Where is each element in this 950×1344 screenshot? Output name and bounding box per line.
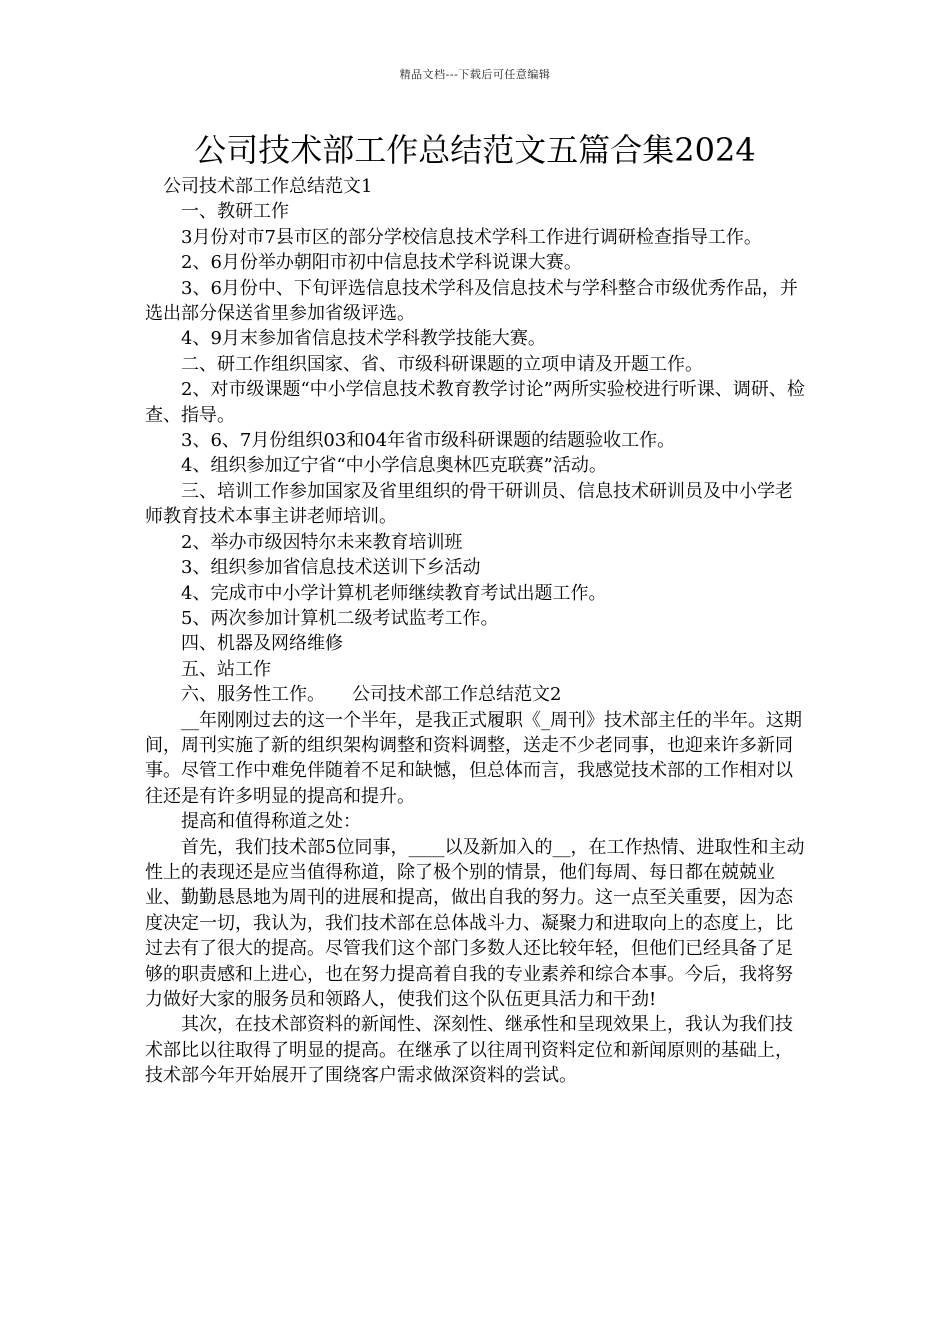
body-paragraph: 4、组织参加辽宁省“中小学信息奥林匹克联赛”活动。 — [181, 455, 607, 477]
body-paragraph: 公司技术部工作总结范文1 — [163, 176, 373, 197]
body-paragraph: 2、对市级课题“中小学信息技术教育教学讨论”两所实验校进行听课、调研、检查、指导。 — [145, 379, 805, 426]
body-paragraph: 3月份对市7县市区的部分学校信息技术学科工作进行调研检查指导工作。 — [181, 226, 762, 248]
body-paragraph: 4、完成市中小学计算机老师继续教育考试出题工作。 — [181, 582, 607, 604]
body-paragraph: 5、两次参加计算机二级考试监考工作。 — [181, 607, 499, 629]
body-paragraph: 3、组织参加省信息技术送训下乡活动 — [181, 557, 481, 579]
body-paragraph: 2、6月份举办朝阳市初中信息技术学科说课大赛。 — [181, 252, 582, 274]
body-paragraph: 三、培训工作参加国家及省里组织的骨干研训员、信息技术研训员及中小学老师教育技术本事主讲老师培训。 — [145, 480, 793, 528]
document-body — [145, 174, 807, 1089]
body-paragraph: 2、举办市级因特尔未来教育培训班 — [181, 531, 463, 553]
body-paragraph: 3、6、7月份组织03和04年省市级科研课题的结题验收工作。 — [181, 430, 676, 452]
body-paragraph: 4、9月末参加省信息技术学科教学技能大赛。 — [181, 328, 546, 350]
body-paragraph: 六、服务性工作。 公司技术部工作总结范文2 — [181, 684, 562, 706]
body-paragraph: __年刚刚过去的这一个半年，是我正式履职《_周刊》技术部主任的半年。这期间，周刊实施了新的组织架构调整和资料调整，送走不少老同事，也迎来许多新同事。尽管工作中难免伴随着不足和缺憾，但总体而言，我感觉技术部的工作相对以往还是有许多明显的提高和提升。 — [145, 709, 802, 807]
body-paragraph: 五、站工作 — [181, 658, 271, 680]
body-paragraph: 四、机器及网络维修 — [181, 633, 343, 655]
body-paragraph: 首先，我们技术部5位同事，____以及新加入的__，在工作热情、进取性和主动性上的表现还是应当值得称道，除了极个别的情景，他们每周、每日都在兢兢业业、勤勤恳恳地为周刊的进展和提高，做出自我的努力。这一点至关重要，因为态度决定一切，我认为，我们技术部在总体战斗力、凝聚力和进取向上的态度上，比过去有了很大的提高。尽管我们这个部门多数人还比较年轻，但他们已经具备了足够的职责感和上进心，也在努力提高着自我的专业素养和综合本事。今后，我将努力做好大家的服务员和领路人，使我们这个队伍更具活力和干劲! — [145, 836, 805, 1010]
body-paragraph: 二、研工作组织国家、省、市级科研课题的立项申请及开题工作。 — [181, 353, 703, 375]
body-paragraph: 3、6月份中、下旬评选信息技术学科及信息技术与学科整合市级优秀作品，并选出部分保送省里参加省级评选。 — [145, 277, 798, 325]
body-paragraph: 提高和值得称道之处： — [181, 811, 361, 833]
body-paragraph: 一、教研工作 — [181, 201, 289, 223]
header-note: 精品文档---下载后可任意编辑 — [399, 68, 551, 81]
body-paragraph: 其次，在技术部资料的新闻性、深刻性、继承性和呈现效果上，我认为我们技术部比以往取得了明显的提高。在继承了以往周刊资料定位和新闻原则的基础上，技术部今年开始展开了围绕客户需求做深资料的尝试。 — [145, 1014, 793, 1087]
document-title: 公司技术部工作总结范文五篇合集2024 — [194, 131, 756, 169]
